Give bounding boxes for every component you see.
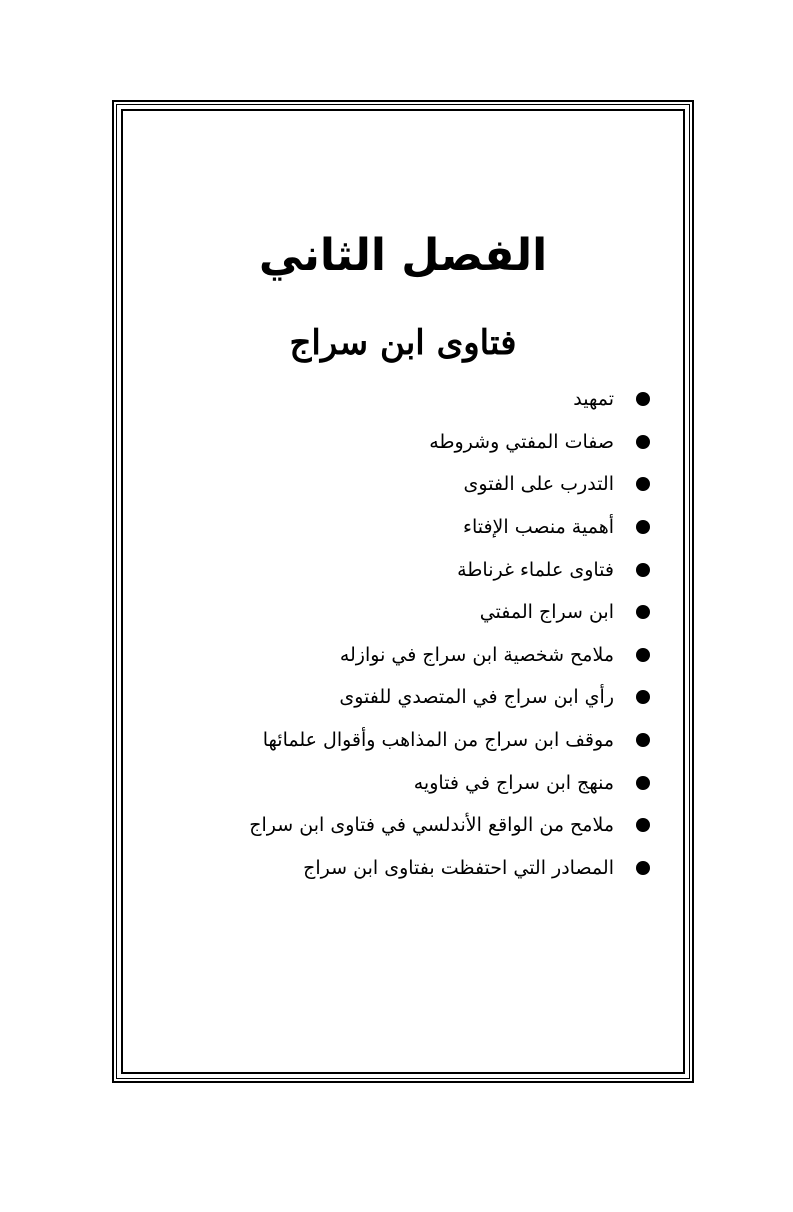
topic-label: صفات المفتي وشروطه: [429, 430, 614, 453]
list-item: [249, 761, 650, 804]
bullet-icon: [636, 861, 650, 875]
list-item: [249, 421, 650, 464]
topic-label: رأي ابن سراج في المتصدي للفتوى: [339, 686, 614, 709]
topic-label: المصادر التي احتفظت بفتاوى ابن سراج: [303, 856, 614, 879]
topic-label: فتاوى علماء غرناطة: [457, 558, 614, 581]
bullet-icon: [636, 648, 650, 662]
topic-label: ملامح من الواقع الأندلسي في فتاوى ابن سراج: [249, 814, 614, 837]
list-item: [249, 506, 650, 549]
list-item: [249, 676, 650, 719]
topic-label: ابن سراج المفتي: [479, 601, 614, 624]
bullet-icon: [636, 690, 650, 704]
bullet-icon: [636, 477, 650, 491]
list-item: [249, 378, 650, 421]
chapter-subtitle: فتاوى ابن سراج: [289, 323, 517, 363]
list-item: [249, 548, 650, 591]
bullet-icon: [636, 605, 650, 619]
topic-list: [249, 378, 650, 889]
topic-label: تمهيد: [573, 388, 614, 411]
list-item: [249, 847, 650, 890]
topic-label: موقف ابن سراج من المذاهب وأقوال علمائها: [262, 729, 614, 752]
list-item: [249, 463, 650, 506]
bullet-icon: [636, 520, 650, 534]
bullet-icon: [636, 776, 650, 790]
topic-label: منهج ابن سراج في فتاويه: [413, 771, 614, 794]
bullet-icon: [636, 392, 650, 406]
list-item: [249, 719, 650, 762]
list-item: [249, 634, 650, 677]
topic-label: أهمية منصب الإفتاء: [463, 516, 614, 539]
bullet-icon: [636, 563, 650, 577]
list-item: [249, 804, 650, 847]
bullet-icon: [636, 818, 650, 832]
list-item: [249, 591, 650, 634]
topic-label: ملامح شخصية ابن سراج في نوازله: [339, 643, 614, 666]
bullet-icon: [636, 733, 650, 747]
topic-label: التدرب على الفتوى: [463, 473, 614, 496]
chapter-title: الفصل الثاني: [258, 230, 548, 281]
bullet-icon: [636, 435, 650, 449]
